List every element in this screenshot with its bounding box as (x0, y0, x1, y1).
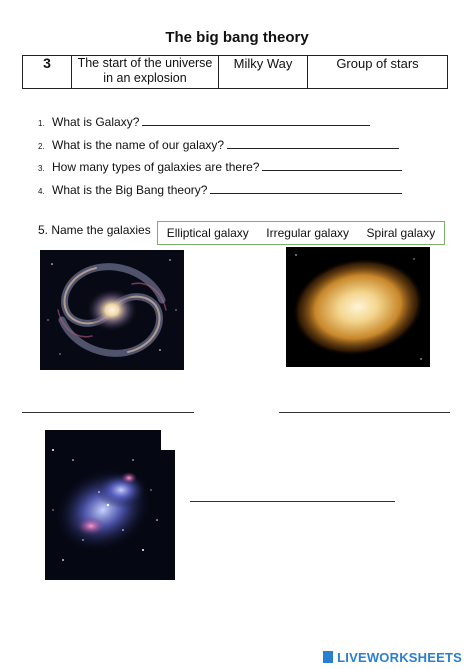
question-number: 1. (38, 119, 45, 128)
answer-line[interactable] (262, 158, 402, 171)
question-5: 5. Name the galaxies (38, 223, 151, 237)
question-number: 3. (38, 164, 45, 173)
question-text: What is the Big Bang theory? (52, 183, 208, 197)
question-2 (38, 136, 399, 152)
word-bank-item[interactable]: Elliptical galaxy (166, 226, 249, 240)
elliptical-galaxy-image (286, 247, 430, 367)
irregular-galaxy-image (33, 430, 175, 580)
question-1 (38, 113, 370, 129)
header-table (22, 55, 448, 89)
answer-line-elliptical[interactable] (279, 411, 450, 413)
answer-line-irregular[interactable] (190, 500, 395, 502)
footer-brand (323, 650, 462, 665)
question-text: How many types of galaxies are there? (52, 160, 260, 174)
question-number: 2. (38, 142, 45, 151)
page-title: The big bang theory (165, 29, 309, 46)
answer-line[interactable] (227, 136, 399, 149)
cell-group-of-stars: Group of stars (308, 56, 448, 89)
word-bank-item[interactable]: Spiral galaxy (366, 226, 436, 240)
question-text: What is the name of our galaxy? (52, 138, 225, 152)
word-bank (157, 221, 445, 245)
question-3 (38, 158, 402, 174)
answer-line[interactable] (210, 181, 402, 194)
spiral-galaxy-image (40, 250, 184, 370)
question-text: What is Galaxy? (52, 115, 140, 129)
liveworksheets-logo-icon (323, 651, 333, 663)
answer-line[interactable] (142, 113, 370, 126)
footer-text: LIVEWORKSHEETS (337, 650, 462, 665)
cell-definition: The start of the universe in an explosion (72, 56, 219, 89)
cell-number: 3 (23, 56, 72, 89)
word-bank-item[interactable]: Irregular galaxy (266, 226, 350, 240)
answer-line-spiral[interactable] (22, 411, 194, 413)
question-4 (38, 181, 402, 197)
header-row (23, 56, 448, 89)
cell-milky-way: Milky Way (219, 56, 308, 89)
question-number: 4. (38, 187, 45, 196)
